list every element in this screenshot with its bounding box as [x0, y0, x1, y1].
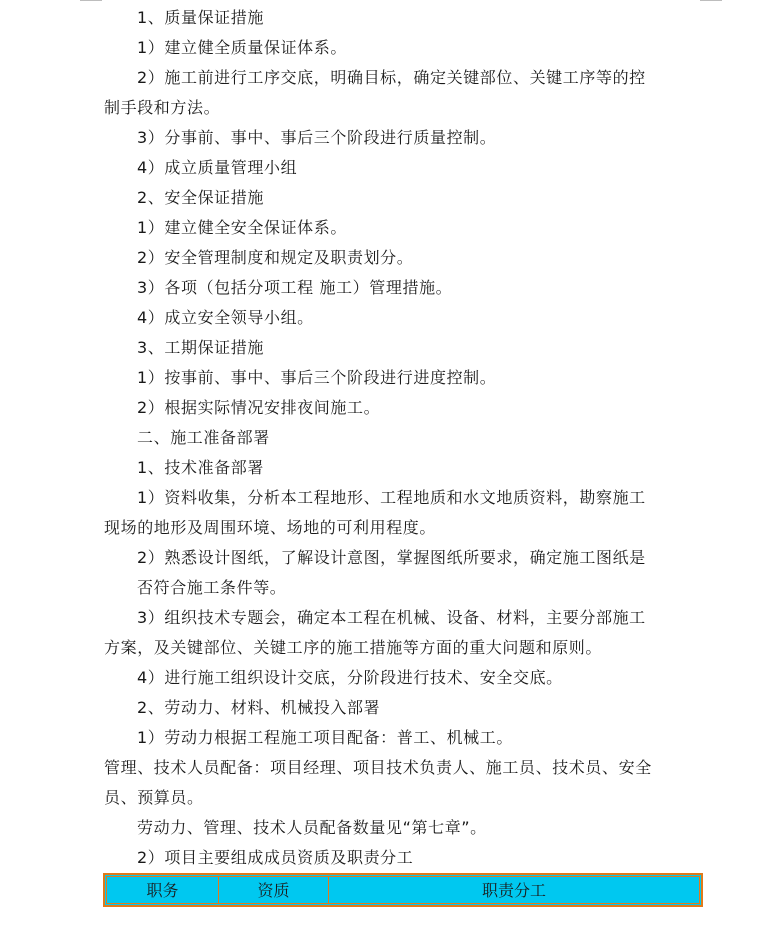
- paragraph-line: 3）各项（包括分项工程 施工）管理措施。: [137, 278, 453, 297]
- paragraph-line: 2）项目主要组成成员资质及职责分工: [137, 848, 414, 867]
- heading-labor: 2、劳动力、材料、机械投入部署: [137, 698, 381, 717]
- paragraph-line: 2）熟悉设计图纸，了解设计意图，掌握图纸所要求，确定施工图纸是: [137, 548, 646, 567]
- paragraph-line: 4）成立安全领导小组。: [137, 308, 314, 327]
- paragraph-line: 管理、技术人员配备：项目经理、项目技术负责人、施工员、技术员、安全: [104, 758, 652, 777]
- crop-mark-left: [80, 0, 102, 1]
- paragraph-line: 3）组织技术专题会，确定本工程在机械、设备、材料，主要分部施工: [137, 608, 646, 627]
- crop-mark-right: [700, 0, 722, 1]
- paragraph-line: 1）资料收集，分析本工程地形、工程地质和水文地质资料，勘察施工: [137, 488, 646, 507]
- paragraph-line: 1）建立健全安全保证体系。: [137, 218, 347, 237]
- heading-schedule: 3、工期保证措施: [137, 338, 264, 357]
- heading-safety: 2、安全保证措施: [137, 188, 264, 207]
- paragraph-line: 员、预算员。: [104, 788, 204, 807]
- heading-technical: 1、技术准备部署: [137, 458, 264, 477]
- table-header-position: 职务: [107, 877, 219, 903]
- responsibility-table-header: [103, 873, 703, 907]
- paragraph-line: 1）按事前、事中、事后三个阶段进行进度控制。: [137, 368, 497, 387]
- paragraph-line: 现场的地形及周围环境、场地的可利用程度。: [104, 518, 437, 537]
- paragraph-line: 1）建立健全质量保证体系。: [137, 38, 347, 57]
- table-header-qualification: 资质: [219, 877, 329, 903]
- heading-quality: 1、质量保证措施: [137, 8, 264, 27]
- heading-preparation: 二、施工准备部署: [137, 428, 270, 447]
- table-header-row: [106, 876, 700, 904]
- paragraph-line: 2）根据实际情况安排夜间施工。: [137, 398, 381, 417]
- paragraph-line: 2）施工前进行工序交底，明确目标，确定关键部位、关键工序等的控: [137, 68, 646, 87]
- paragraph-line: 3）分事前、事中、事后三个阶段进行质量控制。: [137, 128, 497, 147]
- paragraph-line: 劳动力、管理、技术人员配备数量见“第七章”。: [137, 818, 487, 837]
- paragraph-line: 1）劳动力根据工程施工项目配备：普工、机械工。: [137, 728, 513, 747]
- paragraph-line: 2）安全管理制度和规定及职责划分。: [137, 248, 414, 267]
- paragraph-line: 4）进行施工组织设计交底，分阶段进行技术、安全交底。: [137, 668, 563, 687]
- paragraph-line: 4）成立质量管理小组: [137, 158, 298, 177]
- paragraph-line: 制手段和方法。: [104, 98, 221, 117]
- paragraph-line: 否符合施工条件等。: [137, 578, 287, 597]
- table-header-responsibility: 职责分工: [481, 881, 546, 900]
- paragraph-line: 方案，及关键部位、关键工序的施工措施等方面的重大问题和原则。: [104, 638, 603, 657]
